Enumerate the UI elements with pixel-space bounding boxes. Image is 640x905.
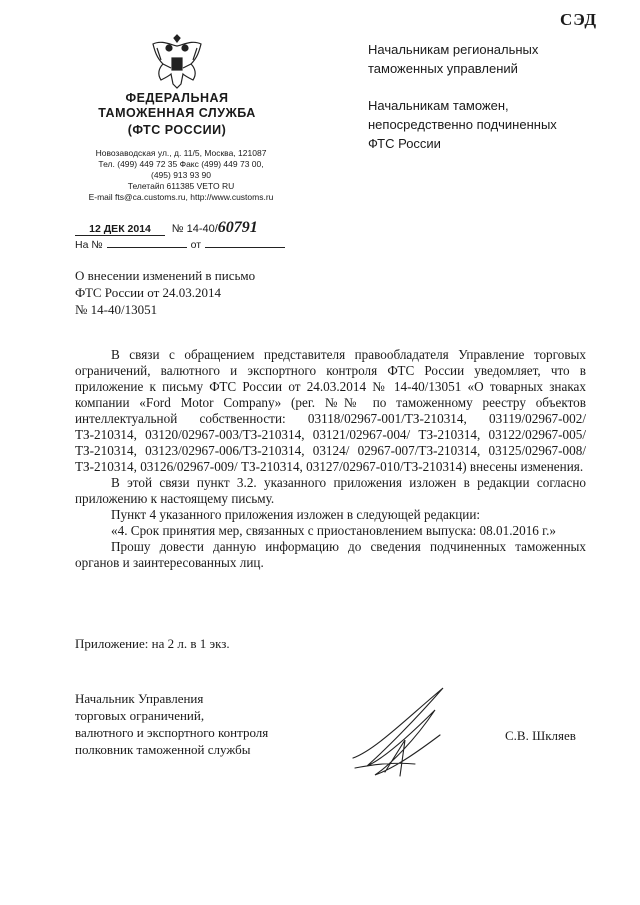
signer-position — [75, 690, 268, 758]
org-name — [70, 91, 284, 121]
registration-number-handwritten: 60791 — [217, 219, 258, 236]
registration-number — [171, 219, 258, 236]
contact-line: (495) 913 93 90 — [150, 170, 212, 180]
signer-position-line: валютного и экспортного контроля — [75, 725, 269, 740]
subject-line: № 14-40/13051 — [75, 302, 158, 317]
signer-name: С.В. Шкляев — [505, 728, 576, 743]
org-name-line: ТАМОЖЕННАЯ СЛУЖБА — [98, 106, 256, 120]
body-paragraph: В связи с обращением представителя правообладателя Управление торговых ограничений, валютного и экспортного контроля ФТС России уведомляет, что в приложение к письму ФТС России от 24.03.2014 № 14-40/13051 «О товарных знаках компании «Ford Motor Company» (рег. №№ по таможенному реестру объектов интеллектуальной собственности: 03118/02967-001/ТЗ-210314, 03119/02967-002/ТЗ-210314, 03120/02967-003/ТЗ-210314, 03121/02967-004/ ТЗ-210314, 03122/02967-005/ТЗ-210314, 03123/02967-006/ТЗ-210314, 03124/ 02967-007/ТЗ-210314, 03125/02967-008/ТЗ-210314, 03126/02967-009/ ТЗ-210314, 03127/02967-010/ТЗ-210314) внесены изменения. — [75, 347, 586, 474]
from-label: от — [190, 239, 202, 251]
addressee-line: Начальникам региональных — [368, 42, 539, 57]
registration-date: 12 ДЕК 2014 — [75, 223, 165, 236]
from-blank — [205, 247, 285, 248]
signer-position-line: полковник таможенной службы — [75, 742, 251, 757]
document-mark: СЭД — [560, 10, 598, 29]
body-paragraph: Прошу довести данную информацию до сведения подчиненных таможенных органов и заинтересованных лиц. — [75, 539, 586, 570]
letter-body — [75, 347, 586, 571]
addressee-line: ФТС России — [368, 136, 441, 151]
org-contacts — [74, 148, 288, 203]
contact-line: Тел. (499) 449 72 35 Факс (499) 449 73 00, — [98, 159, 264, 169]
addressee-line: непосредственно подчиненных — [368, 117, 557, 132]
attachment-note: Приложение: на 2 л. в 1 экз. — [75, 636, 230, 651]
body-paragraph: В этой связи пункт 3.2. указанного приложения изложен в редакции согласно приложению к настоящему письму. — [75, 475, 586, 506]
letter-subject — [75, 267, 325, 318]
registration-line — [75, 219, 258, 237]
addressee-block-1 — [368, 40, 538, 78]
contact-line: Телетайп 611385 VETO RU — [127, 181, 235, 191]
contact-line: E-mail fts@ca.customs.ru, http://www.customs.ru — [88, 192, 274, 202]
contact-line: Новозаводская ул., д. 11/5, Москва, 121087 — [95, 148, 267, 158]
body-paragraph: Пункт 4 указанного приложения изложен в следующей редакции: — [111, 507, 481, 522]
addressee-line: таможенных управлений — [368, 61, 518, 76]
org-name-line: ФЕДЕРАЛЬНАЯ — [125, 91, 229, 105]
reference-line — [75, 239, 289, 251]
signer-position-line: торговых ограничений, — [75, 708, 205, 723]
subject-line: О внесении изменений в письмо — [75, 268, 256, 283]
handwritten-signature — [345, 680, 455, 790]
coat-of-arms-emblem — [147, 34, 207, 90]
registration-number-prefix: № 14-40/ — [171, 223, 218, 235]
body-paragraph: «4. Срок принятия мер, связанных с приостановлением выпуска: 08.01.2016 г.» — [111, 523, 556, 538]
addressee-block-2 — [368, 96, 557, 153]
addressee-line: Начальникам таможен, — [368, 98, 509, 113]
on-no-blank — [107, 247, 187, 248]
signer-position-line: Начальник Управления — [75, 691, 204, 706]
subject-line: ФТС России от 24.03.2014 — [75, 285, 222, 300]
org-abbreviation: (ФТС РОССИИ) — [127, 123, 227, 137]
on-no-label: На № — [75, 239, 103, 251]
